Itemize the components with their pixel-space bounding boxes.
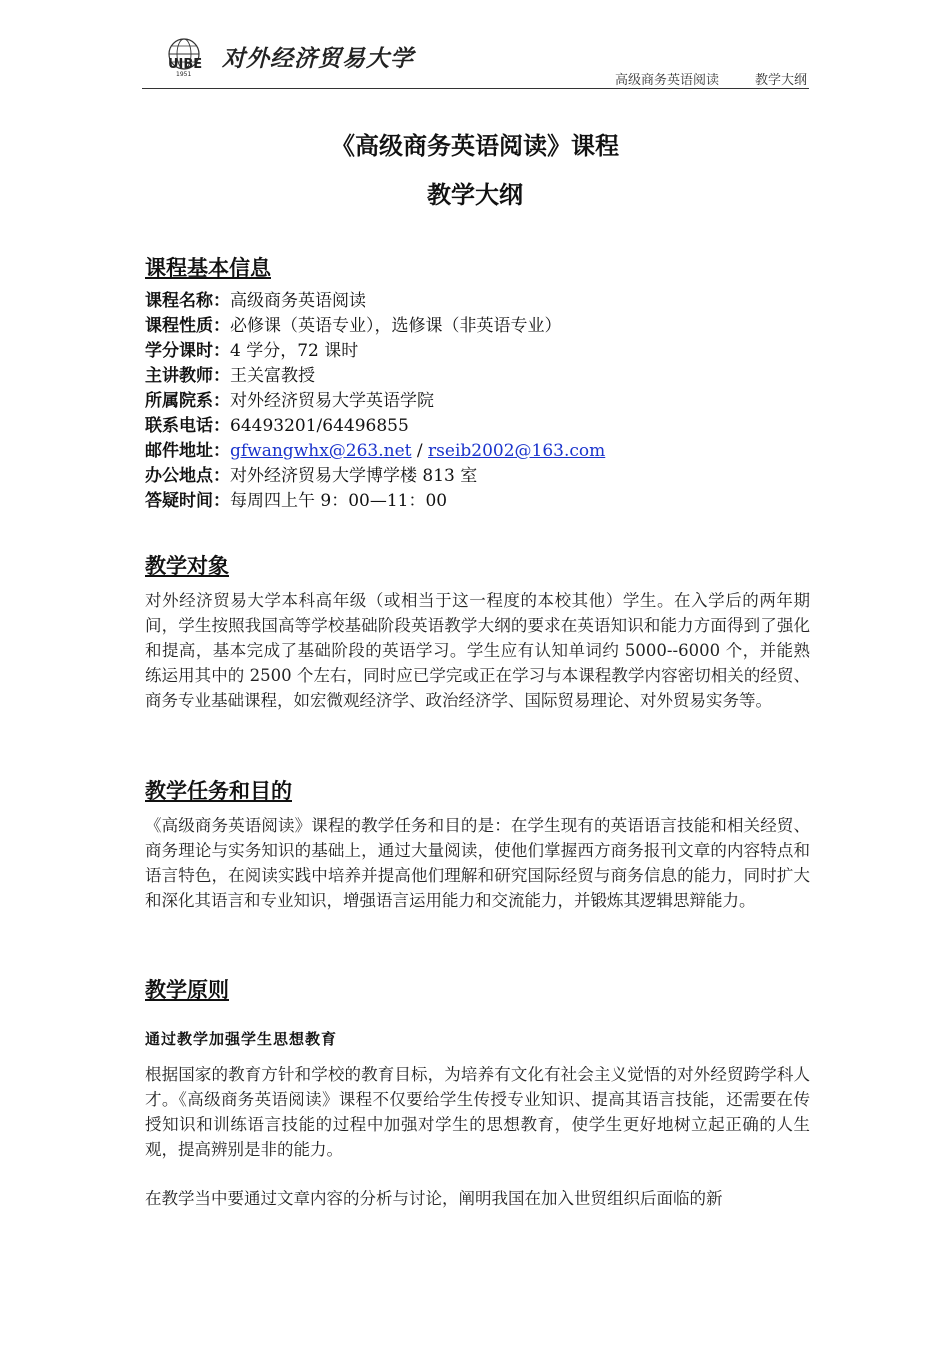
info-row: 办公地点：对外经济贸易大学博学楼 813 室 [145, 466, 478, 486]
info-row: 联系电话：64493201/64496855 [145, 416, 409, 436]
page-header [142, 30, 809, 89]
section-heading-principles: 教学原则 [145, 978, 229, 1002]
header-doc-label: 教学大纲 [754, 73, 807, 88]
basic-info-list [145, 289, 810, 514]
info-row-email: 邮件地址：gfwangwhx@263.net / rseib2002@163.com [145, 441, 606, 461]
document-subtitle: 教学大纲 [427, 180, 523, 209]
logo-year: 1951 [176, 71, 192, 78]
info-row: 课程名称：高级商务英语阅读 [145, 291, 366, 311]
section-heading-basic-info: 课程基本信息 [145, 256, 271, 280]
info-row: 答疑时间：每周四上午 9：00—11：00 [145, 491, 448, 511]
section-heading-goals: 教学任务和目的 [145, 779, 292, 803]
principles-paragraph-2: 在教学当中要通过文章内容的分析与讨论，阐明我国在加入世贸组织后面临的新 [145, 1189, 723, 1208]
email-link-1[interactable]: gfwangwhx@263.net [230, 441, 412, 461]
section-heading-target: 教学对象 [145, 554, 229, 578]
email-link-2[interactable]: rseib2002@163.com [428, 441, 606, 461]
document-title: 《高级商务英语阅读》课程 [331, 131, 619, 160]
university-logo [164, 36, 212, 78]
header-labels [615, 69, 807, 88]
logo-text: UIBE [168, 57, 203, 72]
info-row: 主讲教师：王关富教授 [145, 366, 315, 386]
info-row: 课程性质：必修课（英语专业），选修课（非英语专业） [145, 316, 562, 336]
principles-subheading: 通过教学加强学生思想教育 [145, 1030, 338, 1048]
school-name: 对外经济贸易大学 [222, 45, 414, 72]
info-row: 学分课时：4 学分，72 课时 [145, 341, 359, 361]
target-paragraph: 对外经济贸易大学本科高年级（或相当于这一程度的本校其他）学生。在入学后的两年期间，学生按照我国高等学校基础阶段英语教学大纲的要求在英语知识和能力方面得到了强化和提高，基本完成了基础阶段的英语学习。学生应有认知单词约 5000--6000 个，并能熟练运用其中的 2500 个左右，同时应已学完或正在学习与本课程教学内容密切相关的经贸、商务专业基础课程，如宏微观经济学、政治经济学、国际贸易理论、对外贸易实务等。 [145, 591, 810, 710]
principles-paragraph-1: 根据国家的教育方针和学校的教育目标，为培养有文化有社会主义觉悟的对外经贸跨学科人才。《高级商务英语阅读》课程不仅要给学生传授专业知识、提高其语言技能，还需要在传授知识和训练语言技能的过程中加强对学生的思想教育，使学生更好地树立起正确的人生观，提高辨别是非的能力。 [145, 1065, 810, 1159]
header-course-label: 高级商务英语阅读 [614, 73, 719, 88]
goals-paragraph: 《高级商务英语阅读》课程的教学任务和目的是：在学生现有的英语语言技能和相关经贸、商务理论与实务知识的基础上，通过大量阅读，使他们掌握西方商务报刊文章的内容特点和语言特色，在阅读实践中培养并提高他们理解和研究国际经贸与商务信息的能力，同时扩大和深化其语言和专业知识，增强语言运用能力和交流能力，并锻炼其逻辑思辩能力。 [145, 816, 810, 910]
info-row: 所属院系：对外经济贸易大学英语学院 [145, 391, 434, 411]
